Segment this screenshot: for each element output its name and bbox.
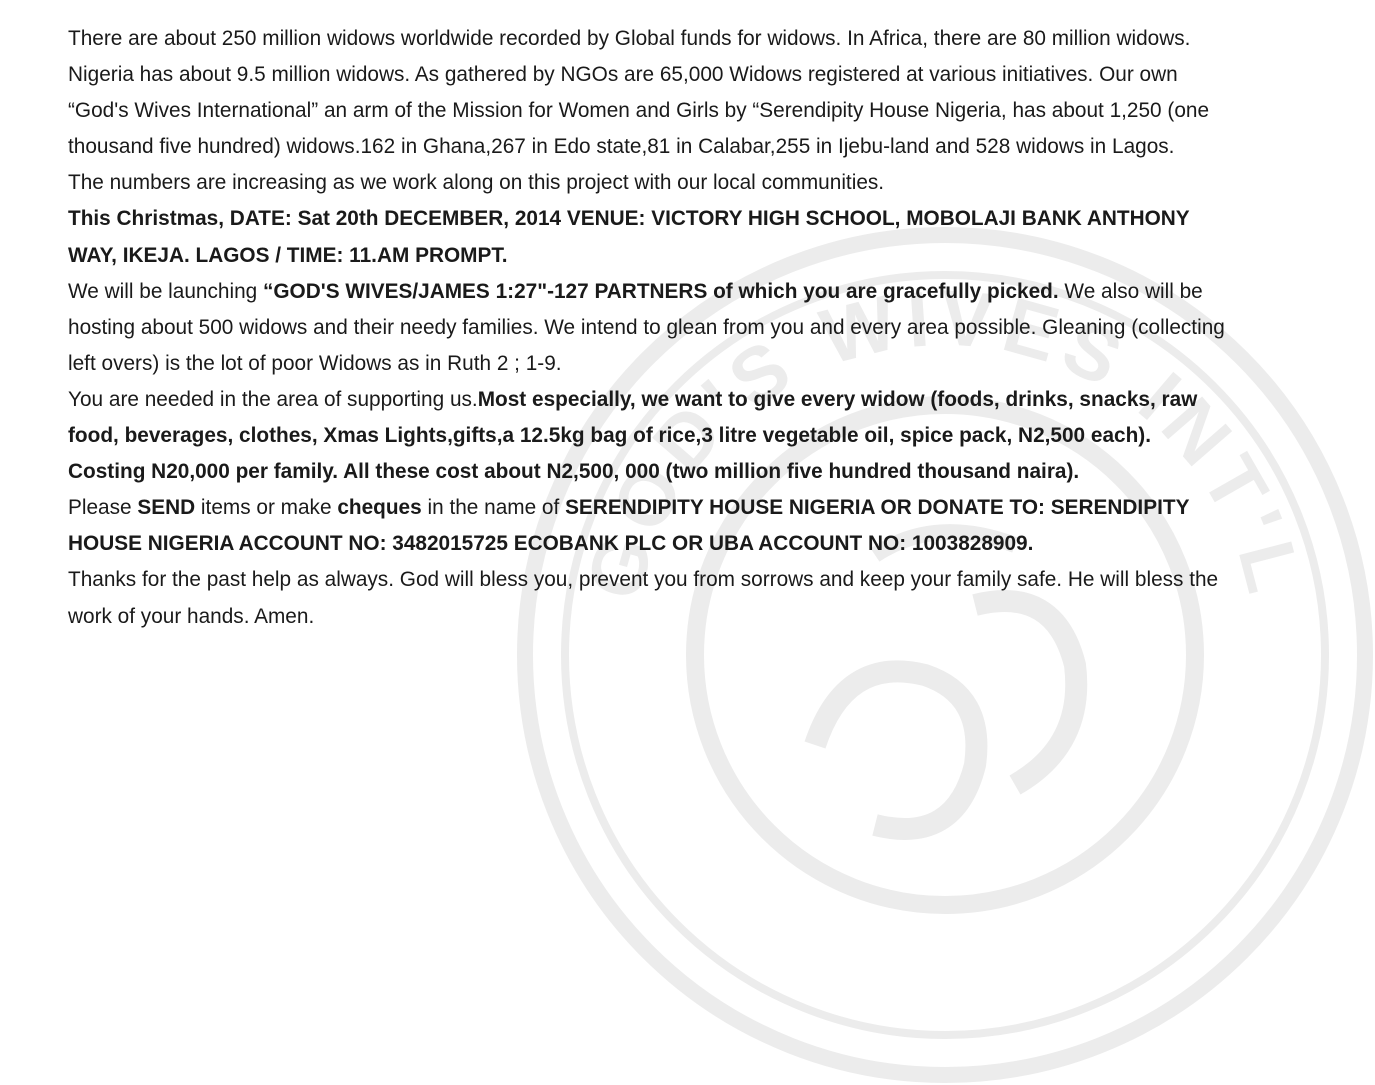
support-intro: You are needed in the area of supporting us. [68,387,478,411]
donation-account-details: SERENDIPITY HOUSE NIGERIA OR DONATE TO: SERENDIPITY HOUSE NIGERIA ACCOUNT NO: 3482015725 ECOBANK PLC OR UBA ACCOUNT NO: 1003828909. [68,496,1190,556]
launch-partners-title: “GOD'S WIVES/JAMES 1:27"-127 PARTNERS of which you are gracefully picked. [262,279,1059,303]
event-details-text: This Christmas, DATE: Sat 20th DECEMBER, 2014 VENUE: VICTORY HIGH SCHOOL, MOBOLAJI BANK ANTHONY WAY, IKEJA. LAGOS / TIME: 11.AM PROMPT. [68,207,1190,267]
paragraph-numbers-increasing: The numbers are increasing as we work along on this project with our local communities. [68,171,885,195]
paragraph-launch [68,274,1228,382]
paragraph-event-details [68,201,1228,273]
support-items-list: Most especially, we want to give every widow (foods, drinks, snacks, raw food, beverages, clothes, Xmas Lights,gifts,a 12.5kg bag of rice,3 litre vegetable oil, spice pack, N2,500 each). Costing N20,000 per family. All these cost about N2,500, 000 (two million five hundred thousand naira). [68,387,1198,484]
paragraph-donation-instructions [68,490,1228,562]
donation-send: SEND [137,496,196,520]
launch-intro: We will be launching [68,279,263,303]
paragraph-widow-statistics: There are about 250 million widows worldwide recorded by Global funds for widows. In Africa, there are 80 million widows. Nigeria has about 9.5 million widows. As gathered by NGOs are 65,000 Widows registered at various initiatives. Our own “God's Wives International” an arm of the Mission for Women and Girls by “Serendipity House Nigeria, has about 1,250 (one thousand five hundred) widows.162 in Ghana,267 in Edo state,81 in Calabar,255 in Ijebu-land and 528 widows in Lagos. [68,27,1210,159]
donation-cheques: cheques [337,496,422,520]
document-body [68,21,1228,635]
donation-text-3: in the name of [421,496,566,520]
donation-text-1: Please [68,496,138,520]
watermark-text: GOD'S WIVES INT'L [569,272,1321,609]
donation-text-2: items or make [195,496,338,520]
launch-details: We also will be hosting about 500 widows and their needy families. We intend to glean from you and every area possible. Gleaning (collecting left overs) is the lot of poor Widows as in Ruth 2 ; 1-9. [68,279,1225,375]
paragraph-closing-blessing: Thanks for the past help as always. God will bless you, prevent you from sorrows and keep your family safe. He will bless the work of your hands. Amen. [68,568,1219,628]
paragraph-support-needs [68,382,1228,490]
